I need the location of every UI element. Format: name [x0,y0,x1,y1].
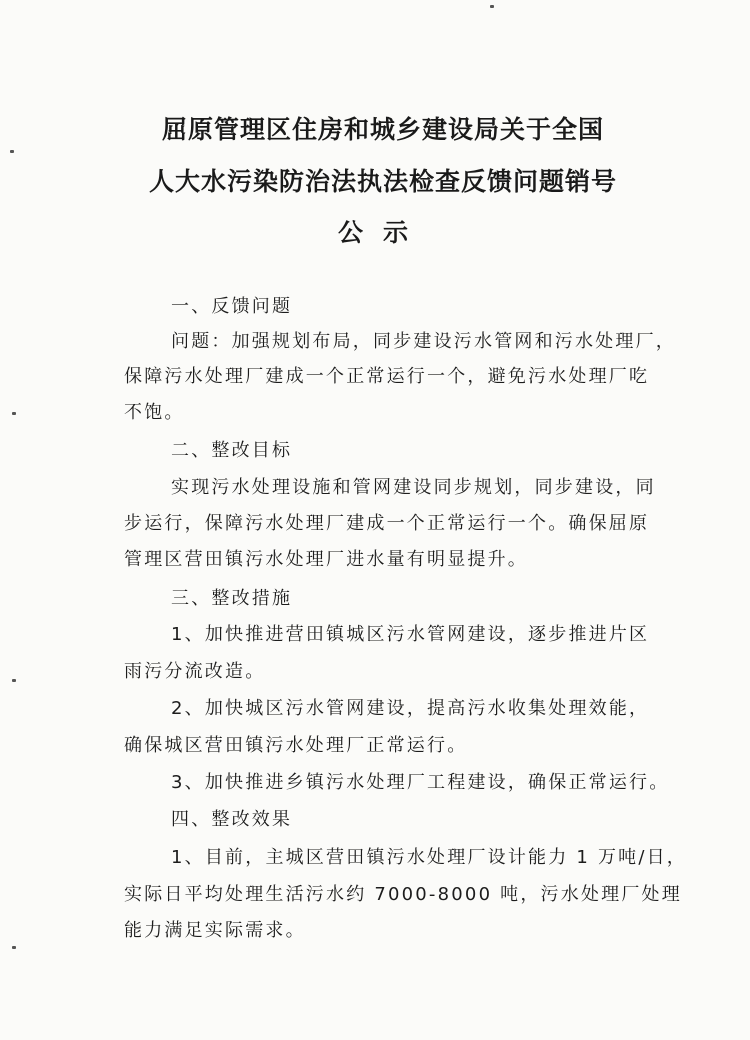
scan-speck [10,150,14,153]
section-3-heading: 三、整改措施 [171,588,293,609]
section-1-heading: 一、反馈问题 [171,296,293,317]
section-4-heading: 四、整改效果 [171,809,293,830]
section-4-item-1-line: 1、目前，主城区营田镇污水处理厂设计能力 1 万吨/日， [171,847,688,868]
section-2-text-line: 步运行，保障污水处理厂建成一个正常运行一个。确保屈原 [124,513,650,534]
scan-speck [12,679,16,682]
section-2-text-line: 实现污水处理设施和管网建设同步规划，同步建设，同 [171,477,656,498]
section-3-item-2-line: 2、加快城区污水管网建设，提高污水收集处理效能， [171,698,650,719]
section-3-item-1-line: 1、加快推进营田镇城区污水管网建设，逐步推进片区 [171,624,650,645]
section-2-heading: 二、整改目标 [171,440,293,461]
section-3-item-1-line: 雨污分流改造。 [124,661,266,682]
section-3-item-2-line: 确保城区营田镇污水处理厂正常运行。 [124,735,468,756]
scan-speck [490,5,494,8]
section-1-text-line: 保障污水处理厂建成一个正常运行一个，避免污水处理厂吃 [124,366,650,387]
section-3-item-3-line: 3、加快推进乡镇污水处理厂工程建设，确保正常运行。 [171,772,670,793]
document-title-line-2: 人大水污染防治法执法检查反馈问题销号 [148,167,617,196]
document-title-line-1: 屈原管理区住房和城乡建设局关于全国 [161,115,604,144]
document-title-line-3: 公示 [337,218,428,247]
section-1-text-line: 不饱。 [124,402,185,423]
section-1-text-line: 问题：加强规划布局，同步建设污水管网和污水处理厂， [171,331,676,352]
section-4-item-1-line: 能力满足实际需求。 [124,920,306,941]
scan-speck [12,946,16,949]
section-2-text-line: 管理区营田镇污水处理厂进水量有明显提升。 [124,549,528,570]
section-4-item-1-line: 实际日平均处理生活污水约 7000-8000 吨，污水处理厂处理 [124,884,682,905]
scan-speck [12,412,16,415]
